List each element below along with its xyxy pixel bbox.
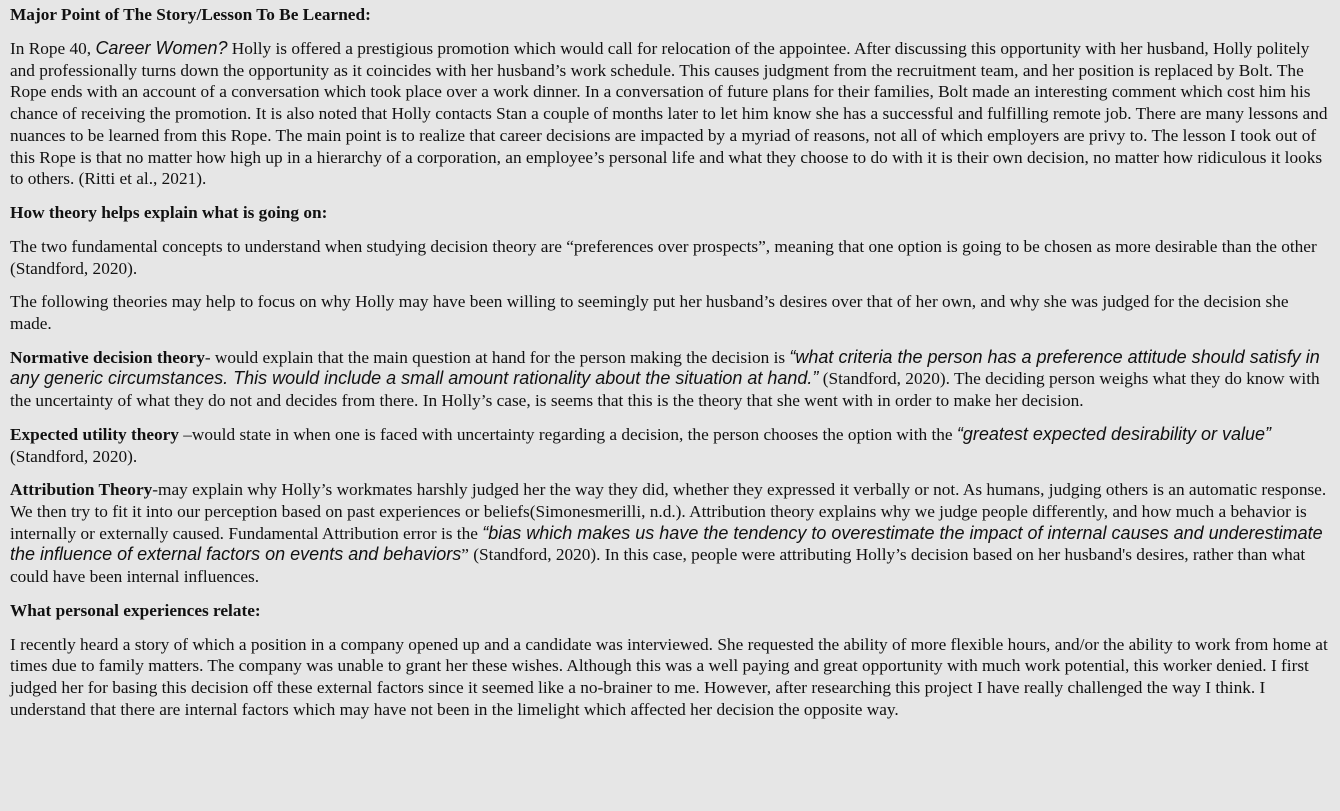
text-segment: Holly is offered a prestigious promotion which would call for relocation of the appointee. After discussing this opportunity with her husband, Holly politely and professionally turns down the opportunity as it coincides with her husband’s work schedule. This causes judgment from the recruitment team, and her position is replaced by Bolt. The Rope ends with an account of a conversation which took place over a work dinner. In a conversation of future plans for their families, Bolt made an interesting comment which cost him his chance of receiving the promotion. It is also noted that Holly contacts Stan a couple of months later to let him know she has a successful and fulfilling remote job. There are many lessons and nuances to be learned from this Rope. The main point is to realize that career decisions are impacted by a myriad of reasons, not all of which employers are privy to. The lesson I took out of this Rope is that no matter how high up in a hierarchy of a corporation, an employee’s personal life and what they choose to do with it is their own decision, no matter how ridiculous it looks to others. (Ritti et al., 2021). [10, 39, 1328, 189]
text-segment: (Standford, 2020). The deciding person weighs what they do know with the uncertainty of what they do not and decides from there. In Holly’s case, is seems that this is the theory that she went with in order to make her decision. [10, 369, 1320, 411]
text-segment: –would state in when one is faced with uncertainty regarding a decision, the person chooses the option with the [178, 424, 957, 444]
paragraph-story-summary [10, 38, 1330, 190]
section-heading-major-point: Major Point of The Story/Lesson To Be Learned: [10, 5, 371, 24]
quote-normative: “what criteria the person has a preference attitude should satisfy in any generic circumstances. This would include a small amount rationality about the situation at hand.” [10, 346, 1320, 389]
term-attribution-theory: Attribution Theory [10, 480, 153, 500]
section-heading-personal-experiences: What personal experiences relate: [10, 600, 261, 620]
paragraph-theories-intro: The following theories may help to focus on why Holly may have been willing to seemingly put her husband’s desires over that of her own, and why she was judged for the decision she made. [10, 292, 1289, 334]
term-normative-decision-theory: Normative decision theory [10, 347, 205, 367]
text-segment: - would explain that the main question at hand for the person making the decision is [204, 347, 790, 367]
quote-expected-utility: “greatest expected desirability or value” [956, 423, 1272, 444]
rope-title: Career Women? [95, 38, 228, 58]
section-heading-theory: How theory helps explain what is going on: [10, 202, 328, 222]
text-segment: (Standford, 2020). [10, 446, 138, 466]
term-expected-utility-theory: Expected utility theory [10, 424, 179, 444]
paragraph-decision-theory-intro: The two fundamental concepts to understand when studying decision theory are “preferences over prospects”, meaning that one option is going to be chosen as more desirable than the other (Standford, 2020). [10, 236, 1317, 278]
paragraph-normative-theory [10, 347, 1330, 412]
quote-attribution: “bias which makes us have the tendency to overestimate the impact of internal causes and underestimate the influence of external factors on events and behaviors [10, 522, 1323, 565]
paragraph-attribution-theory [10, 479, 1330, 588]
text-segment: -may explain why Holly’s workmates harshly judged her the way they did, whether they expressed it verbally or not. As humans, judging others is an automatic response. We then try to fit it into our perception based on past experiences or beliefs(Simonesmerilli, n.d.). Attribution theory explains why we judge people differently, and how much a behavior is internally or externally caused. Fundamental Attribution error is the [10, 480, 1327, 543]
text-segment: In Rope 40, [10, 39, 96, 58]
paragraph-personal-experience: I recently heard a story of which a position in a company opened up and a candidate was interviewed. She requested the ability of more flexible hours, and/or the ability to work from home at times due to family matters. The company was unable to grant her these wishes. Although this was a well paying and great opportunity with much work potential, this worker denied. I first judged her for basing this decision off these external factors since it seemed like a no-brainer to me. However, after researching this project I have really challenged the way I think. I understand that there are internal factors which may have not been in the limelight which affected her decision the opposite way. [10, 634, 1328, 719]
text-segment: ” (Standford, 2020). In this case, people were attributing Holly’s decision based on her husband's desires, rather than what could have been internal influences. [10, 545, 1306, 587]
paragraph-expected-utility-theory [10, 424, 1330, 467]
